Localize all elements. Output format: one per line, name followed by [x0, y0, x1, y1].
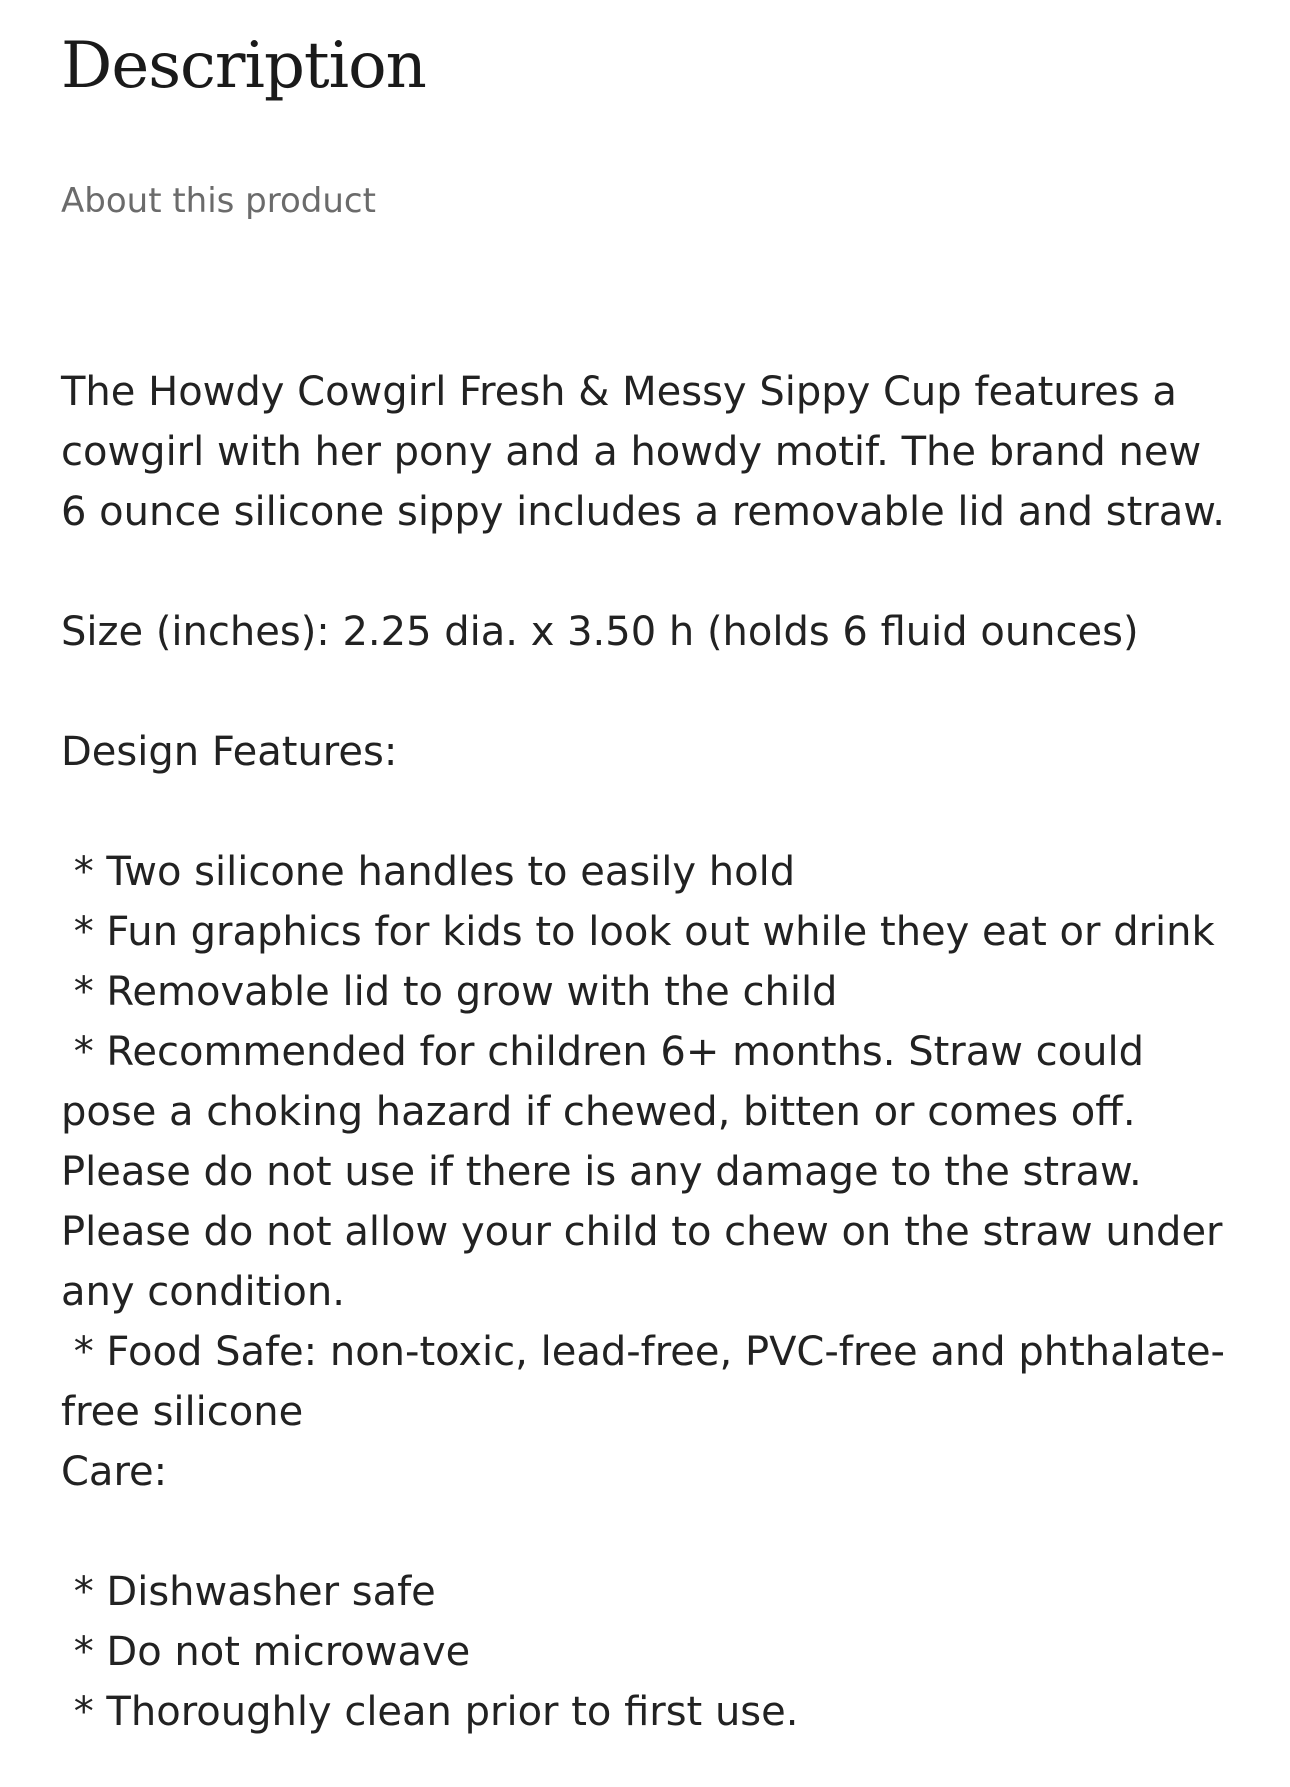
feature-item-continued: Please do not use if there is any damage to the straw. [61, 1149, 1142, 1195]
description-line: 6 ounce silicone sippy includes a removable lid and straw. [61, 489, 1225, 535]
feature-item-continued: Please do not allow your child to chew on the straw under [61, 1209, 1223, 1255]
paragraph-gap [61, 782, 1241, 842]
feature-item-continued: free silicone [61, 1389, 304, 1435]
section-subtitle: About this product [61, 181, 376, 221]
design-features-heading: Design Features: [61, 729, 398, 775]
paragraph-gap [61, 662, 1241, 722]
size-line: Size (inches): 2.25 dia. x 3.50 h (holds 6 fluid ounces) [61, 609, 1139, 655]
feature-item: * Fun graphics for kids to look out while they eat or drink [61, 909, 1215, 955]
care-item: * Do not microwave [61, 1629, 471, 1675]
feature-item: * Removable lid to grow with the child [61, 969, 838, 1015]
care-item: * Thoroughly clean prior to first use. [61, 1689, 799, 1735]
page-title: Description [61, 29, 426, 103]
paragraph-gap [61, 1502, 1241, 1562]
care-item: * Dishwasher safe [61, 1569, 436, 1615]
feature-item-continued: any condition. [61, 1269, 345, 1315]
care-heading: Care: [61, 1449, 168, 1495]
paragraph-gap [61, 542, 1241, 602]
feature-item: * Recommended for children 6+ months. Straw could [61, 1029, 1144, 1075]
feature-item: * Two silicone handles to easily hold [61, 849, 796, 895]
description-body [61, 362, 1241, 1742]
feature-item-continued: pose a choking hazard if chewed, bitten or comes off. [61, 1089, 1136, 1135]
description-line: The Howdy Cowgirl Fresh & Messy Sippy Cup features a [61, 369, 1177, 415]
description-line: cowgirl with her pony and a howdy motif. The brand new [61, 429, 1202, 475]
feature-item: * Food Safe: non-toxic, lead-free, PVC-free and phthalate- [61, 1329, 1225, 1375]
